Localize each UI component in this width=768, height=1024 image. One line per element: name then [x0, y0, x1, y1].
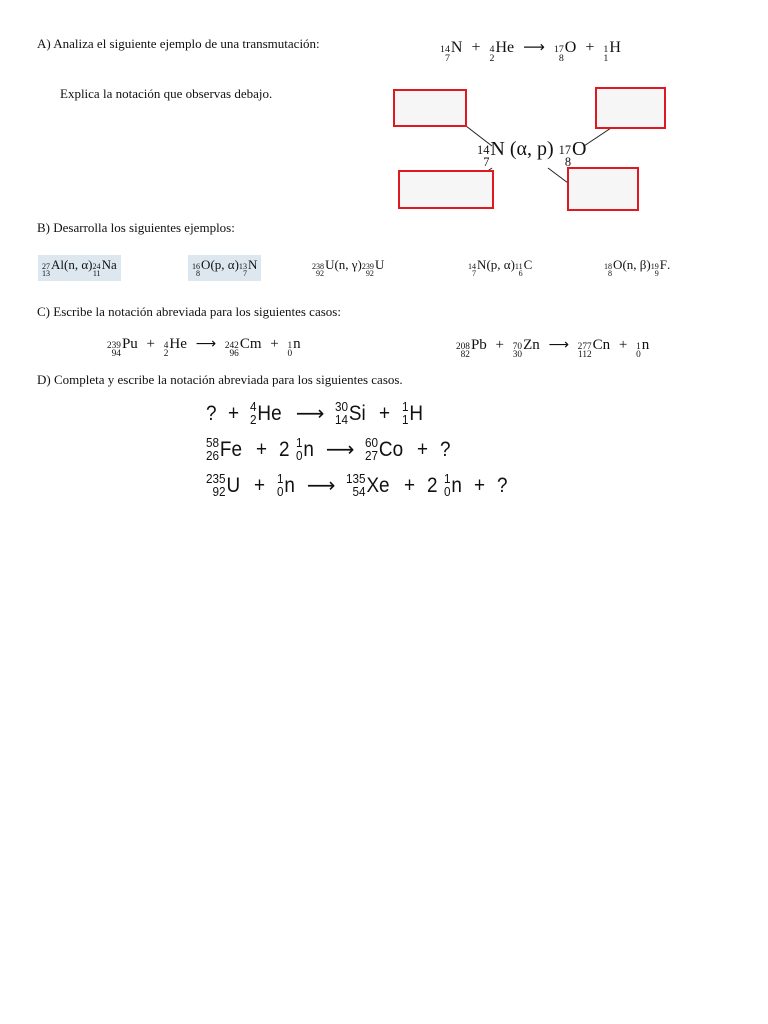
connector-line: [548, 168, 568, 183]
nuclide-o17: 17 8 O: [553, 39, 577, 64]
equation-d2: 58 26 Fe + 2 1 0 n ⟶ 60 27 Co + ?: [206, 435, 451, 463]
section-d-prompt: D) Completa y escribe la notación abreviada para los siguientes casos.: [37, 372, 403, 387]
example-o18: 18 8 O (n, β) 19 9 F .: [604, 257, 671, 279]
answer-box-bottom-right[interactable]: [567, 167, 639, 211]
equation-pu239: 239 94 Pu + 4 2 He ⟶ 242 96 Cm + 1 0 n: [107, 336, 301, 360]
section-a-prompt: A) Analiza el siguiente ejemplo de una transmutación:: [37, 36, 320, 51]
example-al27: 27 13 Al (n, α) 24 11 Na: [38, 255, 121, 281]
reaction-arrow: ⟶: [195, 336, 217, 352]
explain-prompt: Explica la notación que observas debajo.: [60, 86, 273, 101]
section-c-prompt: C) Escribe la notación abreviada para los siguientes casos:: [37, 304, 341, 319]
equation-pb208: 208 82 Pb + 70 30 Zn ⟶ 277 112 Cn + 1 0 n: [456, 337, 650, 361]
unknown-mark: ?: [439, 437, 451, 461]
answer-box-top-right[interactable]: [595, 87, 666, 129]
plus-sign: +: [471, 39, 481, 56]
reaction-arrow: ⟶: [325, 436, 355, 461]
example-u238: 238 92 U (n, γ) 239 92 U: [312, 257, 385, 279]
nuclide-o17: 17 8 O: [558, 138, 587, 170]
reaction-arrow: ⟶: [306, 472, 336, 497]
unknown-mark: ?: [496, 473, 508, 497]
answer-box-bottom-left[interactable]: [398, 170, 494, 209]
equation-d3: 235 92 U + 1 0 n ⟶ 135 54 Xe + 2 1 0 n + ?: [206, 471, 508, 499]
nuclide-n14: 14 7 N: [477, 138, 505, 170]
transmutation-equation: [440, 40, 621, 64]
example-n14: 14 7 N (p, α) 11 6 C: [468, 257, 533, 279]
example-o16: 16 8 O (p, α) 13 7 N: [188, 255, 261, 281]
section-b-prompt: B) Desarrolla los siguientes ejemplos:: [37, 220, 235, 235]
diagram-notation: [477, 138, 587, 170]
answer-box-top-left[interactable]: [393, 89, 467, 127]
reaction-arrow: ⟶: [523, 38, 545, 56]
nuclide-n14: 14 7 N: [440, 39, 463, 64]
reaction-arrow: ⟶: [295, 400, 325, 425]
reaction-particles: (α, p): [509, 138, 554, 160]
nuclide-h1: 1 1 H: [603, 39, 621, 64]
connector-line: [584, 126, 614, 146]
reaction-arrow: ⟶: [548, 337, 569, 353]
unknown-mark: ?: [206, 401, 217, 425]
plus-sign: +: [585, 39, 595, 56]
equation-d1: ? + 4 2 He ⟶ 30 14 Si + 1 1 H: [206, 399, 423, 427]
nuclide-he4: 4 2 He: [489, 39, 515, 64]
